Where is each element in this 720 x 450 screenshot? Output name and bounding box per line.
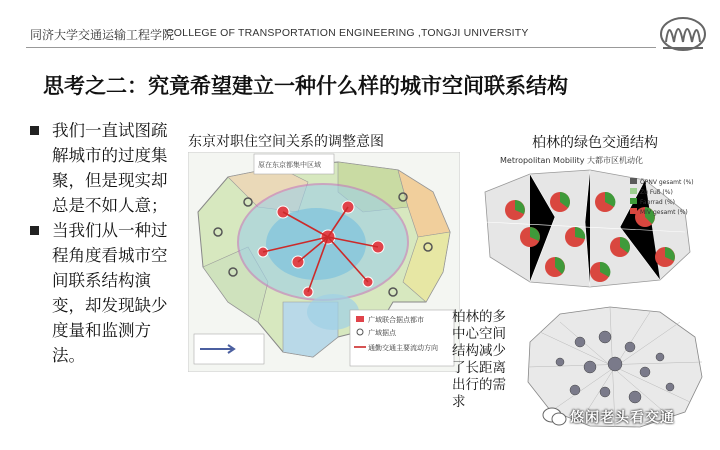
bullet-square-icon <box>30 226 39 235</box>
tokyo-adjustment-map <box>188 152 460 372</box>
berlin-mobility-chart <box>470 152 700 290</box>
bullet-text: 当我们从一种过程角度看城市空间联系结构演变，却发现缺少度量和监测方法。 <box>52 221 168 365</box>
berlin-legend-item: MIV gesamt (%) <box>640 209 688 216</box>
berlin-legend-item: Fahrrad (%) <box>640 199 675 206</box>
tokyo-legend-item: 广域联合据点都市 <box>368 316 424 324</box>
tokyo-legend-item: 通勤交通主要流动方向 <box>368 344 438 352</box>
slide-header <box>0 0 720 52</box>
wechat-watermark <box>540 405 715 429</box>
berlin-legend-item: ÖPNV gesamt (%) <box>640 179 694 186</box>
berlin-legend-item: Zu Fuß (%) <box>640 189 673 196</box>
berlin-green-title: 柏林的绿色交通结构 <box>532 135 658 151</box>
university-logo-icon <box>657 8 709 54</box>
berlin-note: 柏林的多中心空间结构减少了长距离出行的需求 <box>452 309 506 410</box>
tokyo-map-title: 东京对职住空间关系的调整意图 <box>188 134 384 150</box>
bullet-text: 我们一直试图疏解城市的过度集聚，但是现实却总是不如人意； <box>52 121 168 215</box>
bullet-square-icon <box>30 126 39 135</box>
wechat-icon <box>542 406 568 428</box>
bullet-list <box>28 118 168 368</box>
slide-title: 思考之二：究竟希望建立一种什么样的城市空间联系结构 <box>43 74 568 98</box>
school-name-cn: 同济大学交通运输工程学院 <box>30 28 175 42</box>
tokyo-legend-item: 广域据点 <box>368 329 396 337</box>
berlin-chart-title: Metropolitan Mobility 大都市区机动化 <box>500 156 643 165</box>
watermark-text: 悠闲老头看交通 <box>570 410 675 426</box>
bullet-item <box>28 218 168 368</box>
header-divider <box>26 47 656 48</box>
tokyo-note-top: 原在东京都集中区域 <box>258 161 321 169</box>
school-name-en: COLLEGE OF TRANSPORTATION ENGINEERING ,TONGJI UNIVERSITY <box>166 27 529 39</box>
bullet-item <box>28 118 168 218</box>
